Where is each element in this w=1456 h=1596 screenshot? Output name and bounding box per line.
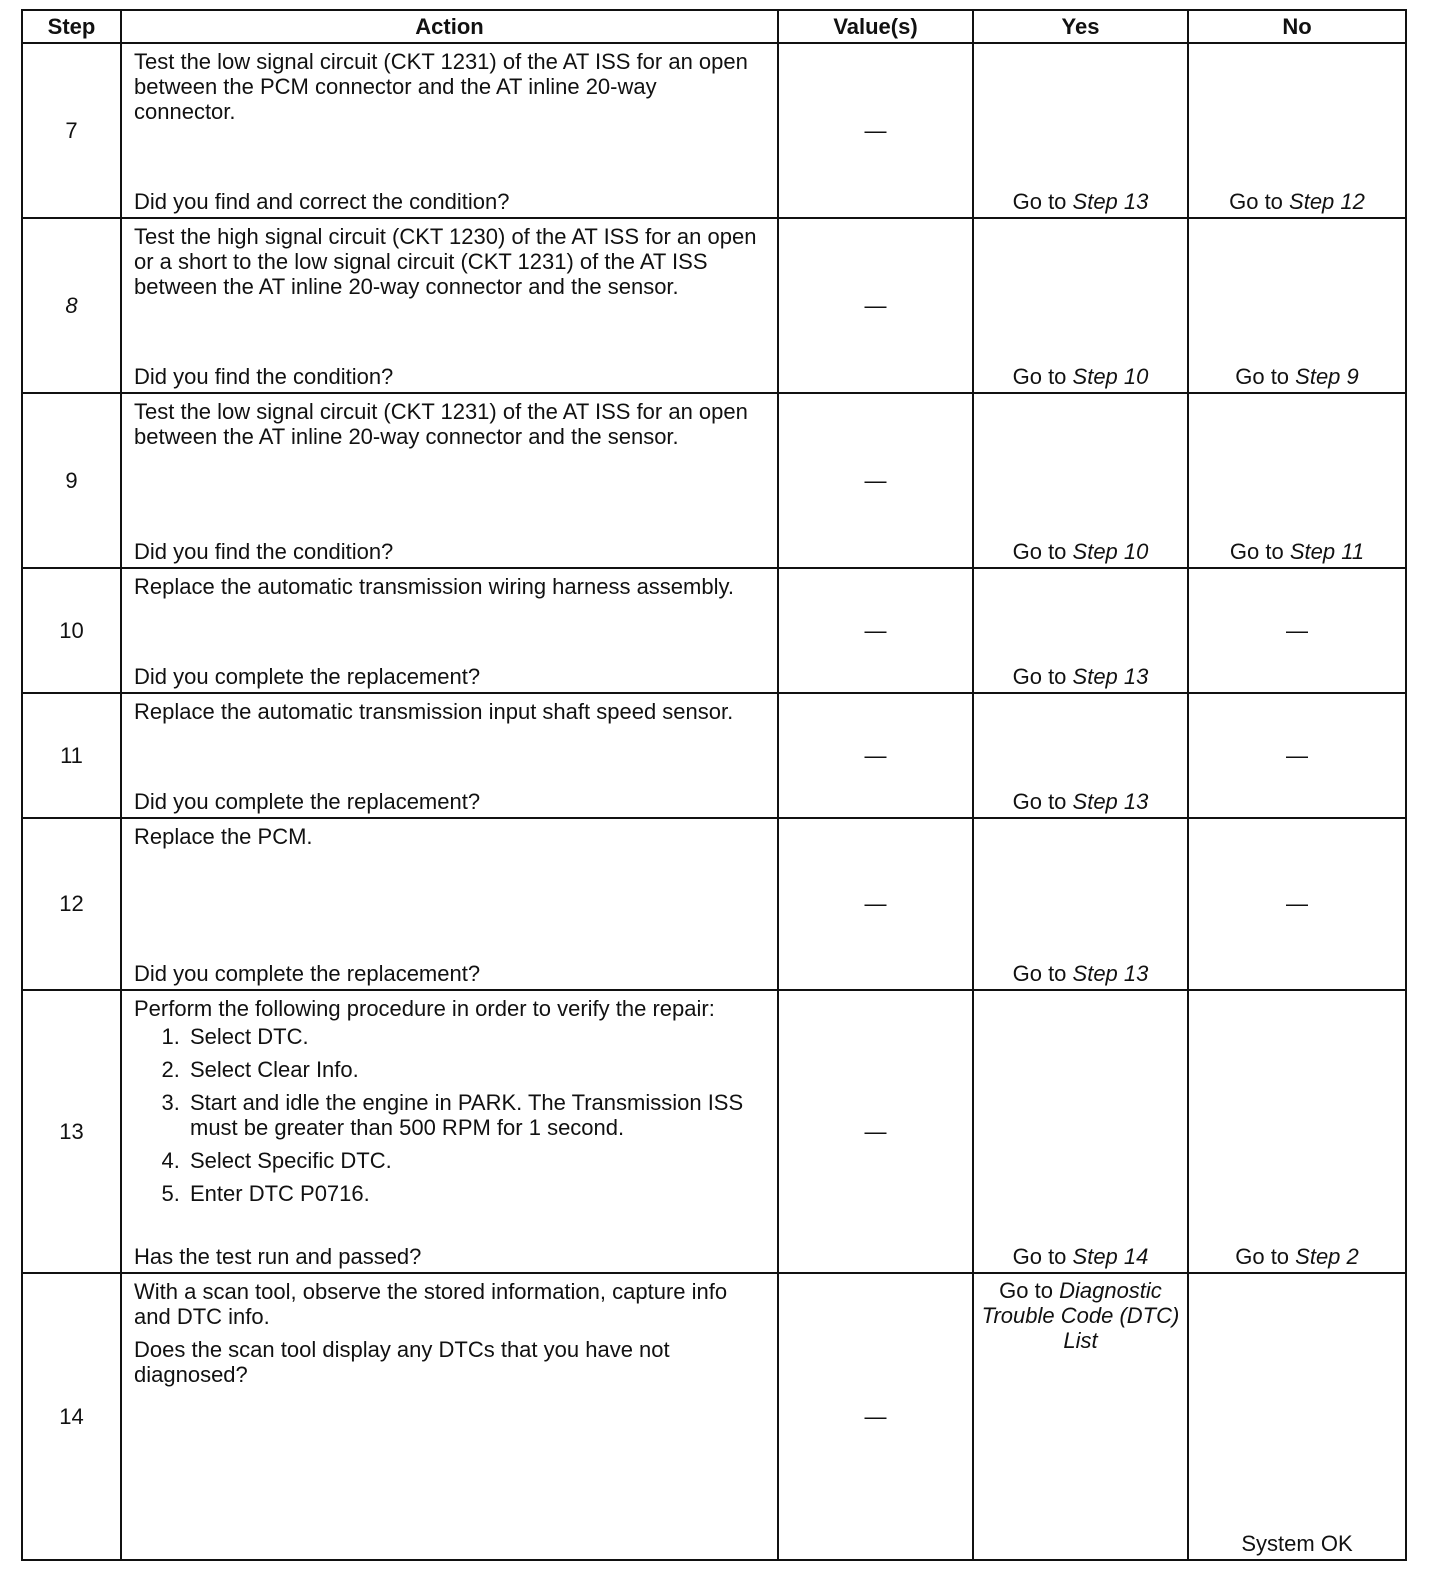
yes-goto (974, 1244, 1187, 1269)
table-row (22, 218, 1406, 393)
value-cell (778, 1273, 973, 1560)
yes-goto (974, 364, 1187, 389)
action-question: Did you complete the replacement? (134, 961, 481, 986)
yes-prefix: Go to (1012, 961, 1073, 986)
yes-prefix: Go to (999, 1278, 1060, 1303)
action-text: Test the high signal circuit (CKT 1230) of the AT ISS for an open or a short to the low signal circuit (CKT 1231) of the AT ISS between the AT inline 20-way connector and the sensor. (134, 224, 757, 299)
yes-prefix: Go to (1012, 664, 1073, 689)
yes-step-ref: Step 10 (1072, 539, 1149, 564)
yes-step-ref: Step 10 (1072, 364, 1149, 389)
action-text: Perform the following procedure in order to verify the repair: (134, 996, 715, 1021)
yes-prefix: Go to (1012, 789, 1073, 814)
no-step-ref: Step 2 (1295, 1244, 1359, 1269)
yes-goto (974, 789, 1187, 814)
action-text: Test the low signal circuit (CKT 1231) of the AT ISS for an open between the PCM connector and the AT inline 20-way connector. (134, 49, 748, 124)
action-cell (121, 1273, 778, 1560)
no-dash: — (1286, 891, 1308, 916)
value-dash: — (864, 467, 887, 493)
yes-goto (974, 189, 1187, 214)
yes-prefix: Go to (1012, 1244, 1073, 1269)
action-question: Did you find and correct the condition? (134, 189, 510, 214)
yes-step-ref: Step 13 (1072, 189, 1149, 214)
yes-cell (973, 990, 1188, 1273)
yes-prefix: Go to (1012, 189, 1073, 214)
no-cell (1188, 693, 1406, 818)
header-row (22, 10, 1406, 43)
no-step-ref: Step 11 (1289, 539, 1365, 564)
no-prefix: Go to (1229, 539, 1290, 564)
table-row (22, 990, 1406, 1273)
value-dash: — (864, 292, 887, 318)
yes-goto (974, 664, 1187, 689)
list-item: 3. Start and idle the engine in PARK. The Transmission ISS must be greater than 500 RPM for 1 second. (186, 1090, 763, 1140)
table-row (22, 43, 1406, 218)
table-row (22, 693, 1406, 818)
value-dash: — (864, 742, 887, 768)
yes-cell (973, 393, 1188, 568)
step-number: 7 (22, 43, 121, 218)
value-dash: — (864, 891, 887, 916)
yes-goto (974, 1274, 1187, 1353)
no-step-ref: Step 9 (1295, 364, 1359, 389)
yes-step-ref: Step 14 (1072, 1244, 1149, 1269)
no-cell (1188, 218, 1406, 393)
no-prefix: Go to (1235, 364, 1296, 389)
no-cell (1188, 990, 1406, 1273)
value-cell (778, 990, 973, 1273)
table-row (22, 568, 1406, 693)
yes-step-ref: Step 13 (1072, 789, 1149, 814)
yes-prefix: Go to (1012, 364, 1073, 389)
yes-goto (974, 961, 1187, 986)
no-cell (1188, 818, 1406, 990)
header-values: Value(s) (778, 10, 973, 43)
value-dash: — (864, 1403, 887, 1429)
yes-cell (973, 693, 1188, 818)
yes-cell (973, 568, 1188, 693)
action-text: Replace the automatic transmission input shaft speed sensor. (134, 699, 734, 724)
no-cell (1188, 1273, 1406, 1560)
action-text: Test the low signal circuit (CKT 1231) of the AT ISS for an open between the AT inline 20-way connector and the sensor. (134, 399, 748, 449)
table-row (22, 818, 1406, 990)
step-number: 13 (22, 990, 121, 1273)
yes-cell (973, 43, 1188, 218)
yes-goto (974, 539, 1187, 564)
action-cell (121, 818, 778, 990)
yes-step-ref: Step 13 (1072, 664, 1149, 689)
value-cell (778, 818, 973, 990)
yes-prefix: Go to (1012, 539, 1073, 564)
list-item: 1. Select DTC. (186, 1024, 763, 1049)
step-number: 10 (22, 568, 121, 693)
header-action: Action (121, 10, 778, 43)
action-cell (121, 43, 778, 218)
header-step: Step (22, 10, 121, 43)
no-dash: — (1286, 742, 1308, 768)
no-goto (1189, 364, 1405, 389)
header-no: No (1188, 10, 1406, 43)
value-cell (778, 693, 973, 818)
action-text: Replace the automatic transmission wiring harness assembly. (134, 574, 734, 599)
action-question: Did you find the condition? (134, 364, 394, 389)
yes-cell (973, 818, 1188, 990)
no-goto (1189, 1244, 1405, 1269)
action-text: Replace the PCM. (134, 824, 313, 849)
step-number: 11 (22, 693, 121, 818)
procedure-list (134, 1024, 763, 1206)
value-cell (778, 218, 973, 393)
no-goto (1189, 189, 1405, 214)
value-dash: — (864, 617, 887, 643)
yes-cell (973, 218, 1188, 393)
yes-cell (973, 1273, 1188, 1560)
no-prefix: Go to (1235, 1244, 1296, 1269)
no-cell (1188, 568, 1406, 693)
list-item: 4. Select Specific DTC. (186, 1148, 763, 1173)
list-item: 2. Select Clear Info. (186, 1057, 763, 1082)
step-number: 12 (22, 818, 121, 990)
dtc-list-link: Diagnostic Trouble Code (DTC) List (981, 1278, 1180, 1353)
action-question: Did you complete the replacement? (134, 664, 481, 689)
diagnostic-table (21, 9, 1407, 1561)
step-number: 9 (22, 393, 121, 568)
action-cell (121, 990, 778, 1273)
value-dash: — (864, 1118, 887, 1144)
list-item: 5. Enter DTC P0716. (186, 1181, 763, 1206)
no-cell (1188, 43, 1406, 218)
table-row (22, 393, 1406, 568)
no-cell (1188, 393, 1406, 568)
value-cell (778, 568, 973, 693)
table-row (22, 1273, 1406, 1560)
no-step-ref: Step 12 (1289, 189, 1365, 214)
step-number: 8 (22, 218, 121, 393)
yes-step-ref: Step 13 (1072, 961, 1149, 986)
no-prefix: Go to (1229, 189, 1290, 214)
action-question: Does the scan tool display any DTCs that you have not diagnosed? (134, 1337, 670, 1387)
header-yes: Yes (973, 10, 1188, 43)
action-cell (121, 568, 778, 693)
value-cell (778, 393, 973, 568)
action-question: Did you find the condition? (134, 539, 394, 564)
action-cell (121, 218, 778, 393)
value-dash: — (864, 117, 887, 143)
action-question: Has the test run and passed? (134, 1244, 422, 1269)
no-system-ok: System OK (1241, 1531, 1353, 1556)
value-cell (778, 43, 973, 218)
step-number: 14 (22, 1273, 121, 1560)
action-cell (121, 693, 778, 818)
action-text: With a scan tool, observe the stored information, capture info and DTC info. (134, 1279, 728, 1329)
no-goto (1189, 539, 1405, 564)
action-question: Did you complete the replacement? (134, 789, 481, 814)
action-cell (121, 393, 778, 568)
no-dash: — (1286, 617, 1308, 643)
